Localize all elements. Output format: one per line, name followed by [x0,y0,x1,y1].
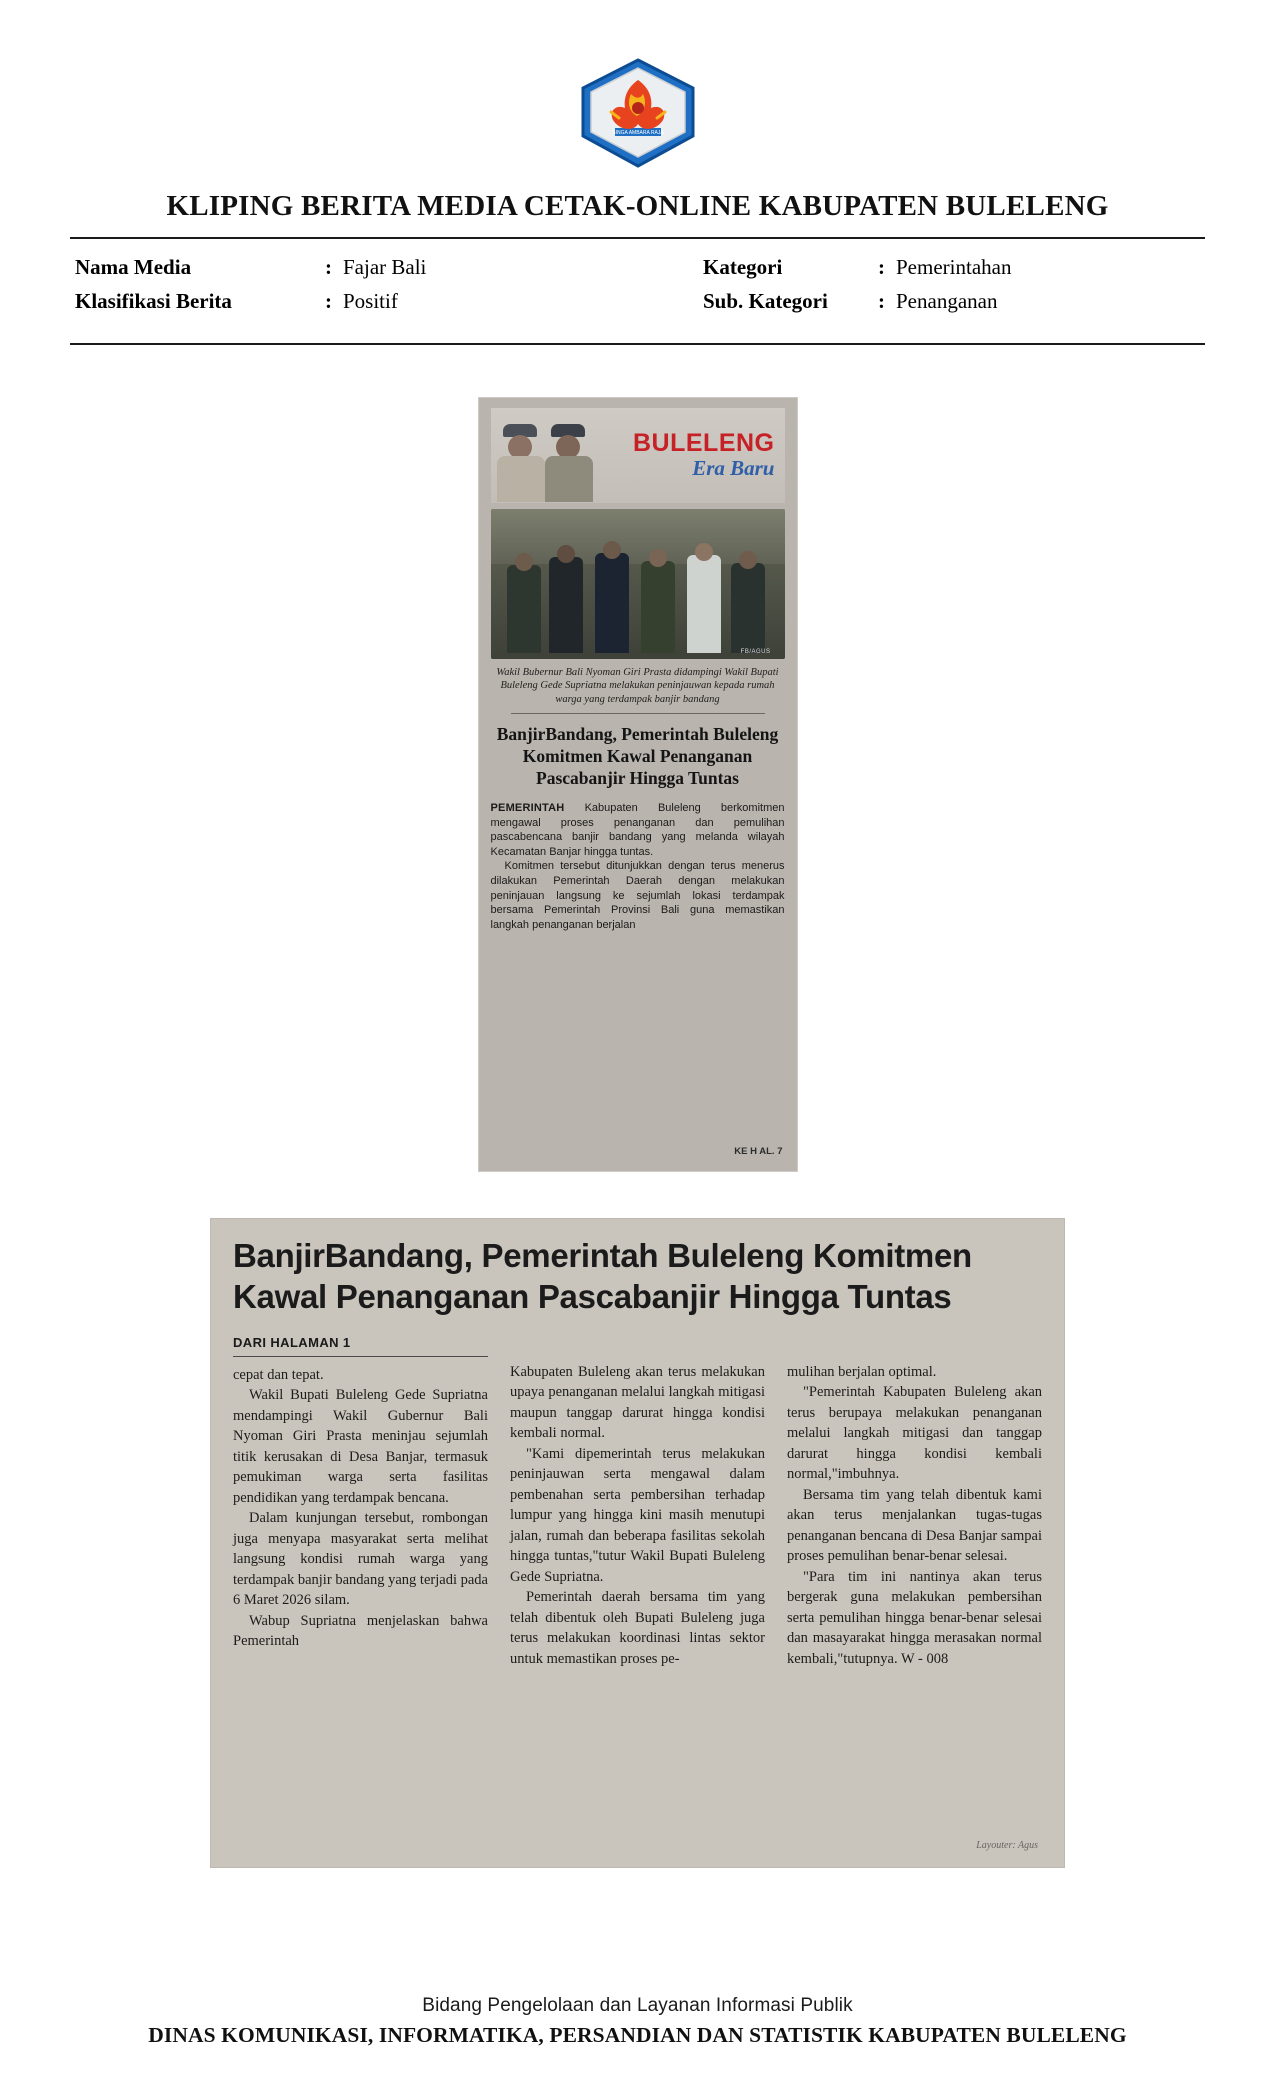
c1-paragraph-1: cepat dan tepat. [233,1366,324,1383]
continuation-headline: BanjirBandang, Pemerintah Buleleng Komitmen Kawal Penanganan Pascabanjir Hingga Tuntas [233,1236,972,1315]
brand-line-1: BULELENG [633,428,775,457]
paragraph-1-text: Kabupaten Buleleng berkomitmen mengawal proses penanganan dan pemulihan pascabencana banjir bandang yang melanda wilayah Kecamatan Banjar hingga tuntas. [490,802,785,858]
continuation-column-2 [510,1335,765,1670]
subcategory-value: Penanganan [896,289,998,313]
media-value: Fajar Bali [343,255,427,279]
jump-line: KE H AL. 7 [734,1145,783,1157]
newspaper-clipping-front [478,397,798,1172]
c1-paragraph-2: Wakil Bupati Buleleng Gede Supriatna mendampingi Wakil Gubernur Bali Nyoman Giri Prasta meninjau sejumlah titik kerusakan di Desa Banjar, termasuk pemukiman warga serta fasilitas pendidikan yang terdampak bencana. [233,1387,488,1506]
photo-credit: FB/AGUS [740,648,771,655]
subcategory-colon: : [878,289,885,313]
c3-paragraph-4: "Para tim ini nantinya akan terus bergerak guna melakukan pembersihan serta pemulihan hingga benar-benar selesai dan masayarakat hingga merasakan normal kembali,"tutupnya. W - 008 [787,1568,1042,1667]
continuation-column-3 [787,1335,1042,1670]
lead-word: PEMERINTAH [490,802,565,814]
continuation-column-1 [233,1335,488,1670]
layouter-signature: Layouter: Agus [976,1839,1038,1851]
category-label: Kategori [703,255,783,279]
emblem-caption: SINGA AMBARA RAJA [611,130,664,136]
media-label: Nama Media [75,255,192,279]
media-colon: : [325,255,332,279]
page-footer [0,1995,1275,2048]
footer-line-2: DINAS KOMUNIKASI, INFORMATIKA, PERSANDIAN DAN STATISTIK KABUPATEN BULELENG [148,2023,1127,2047]
c2-paragraph-3: Pemerintah daerah bersama tim yang telah dibentuk oleh Bupati Buleleng juga terus melakukan koordinasi lintas sektor untuk memastikan proses pe- [510,1589,765,1667]
category-value: Pemerintahan [896,255,1012,279]
continuation-columns [233,1335,1042,1670]
category-colon: : [878,255,885,279]
clipping-photo [491,509,785,659]
logo-container [70,0,1205,168]
classification-colon: : [325,289,332,313]
c3-paragraph-2: "Pemerintah Kabupaten Buleleng akan terus berupaya melakukan penanganan melalui langkah mitigasi dan tanggap darurat hingga kondisi kembali normal,"imbuhnya. [787,1384,1042,1482]
masthead-brand [633,430,775,480]
clipping-divider [511,713,765,714]
photo-caption: Wakil Bubernur Bali Nyoman Giri Prasta didampingi Wakil Bupati Buleleng Gede Supriatna melakukan peninjauwan kepada rumah warga yang terdampak banjir bandang [496,666,779,705]
page-title: KLIPING BERITA MEDIA CETAK-ONLINE KABUPATEN BULELENG [166,190,1109,222]
metadata-table [70,239,1205,329]
from-page-label: DARI HALAMAN 1 [233,1335,488,1357]
c3-paragraph-3: Bersama tim yang telah dibentuk kami akan terus menjalankan tugas-tugas penanganan bencana di Desa Banjar sampai proses pemulihan benar-benar selesai. [787,1486,1042,1564]
subcategory-label: Sub. Kategori [703,289,828,313]
clipping-body [491,801,785,932]
classification-label: Klasifikasi Berita [75,289,232,313]
buleleng-regency-emblem-icon [579,58,697,168]
c1-paragraph-3: Dalam kunjungan tersebut, rombongan juga menyapa masyarakat serta melihat langsung kondisi rumah warga yang terdampak banjir bandang yang terjadi pada 6 Maret 2026 silam. [233,1510,488,1608]
clipping-paragraph-2: Komitmen tersebut ditunjukkan dengan terus menerus dilakukan Pemerintah Daerah dengan melakukan peninjauan langsung ke sejumlah lokasi terdampak bersama Pemerintah Provinsi Bali guna memastikan langkah penanganan berjalan [490,860,785,931]
footer-line-1: Bidang Pengelolaan dan Layanan Informasi Publik [422,1995,853,2016]
clipping-continuation-container [70,1218,1205,1868]
clipping-front-container [70,397,1205,1172]
classification-value: Positif [343,289,398,313]
c2-paragraph-1: Kabupaten Buleleng akan terus melakukan upaya penanganan melalui langkah mitigasi maupun tanggap darurat hingga kondisi kembali normal. [510,1363,765,1441]
masthead-officials-photo [495,414,615,502]
c1-paragraph-4: Wabup Supriatna menjelaskan bahwa Pemerintah [233,1612,488,1649]
clipping-masthead [491,408,785,503]
clipping-paragraph-1 [491,801,785,859]
c2-paragraph-2: "Kami dipemerintah terus melakukan peninjauwan serta mengawal dalam pembenahan serta pembersihan terhadap lumpur yang hingga kini masih menutupi jalan, rumah dan beberapa fasilitas sekolah hingga tuntas,"tutur Wakil Bupati Buleleng Gede Supriatna. [510,1445,765,1585]
divider-meta [70,343,1205,345]
clipping-headline: BanjirBandang, Pemerintah Buleleng Komitmen Kawal Penanganan Pascabanjir Hingga Tuntas [496,724,779,788]
c3-paragraph-1: mulihan berjalan optimal. [787,1363,937,1380]
brand-line-2: Era Baru [692,455,775,480]
newspaper-clipping-continuation [210,1218,1065,1868]
